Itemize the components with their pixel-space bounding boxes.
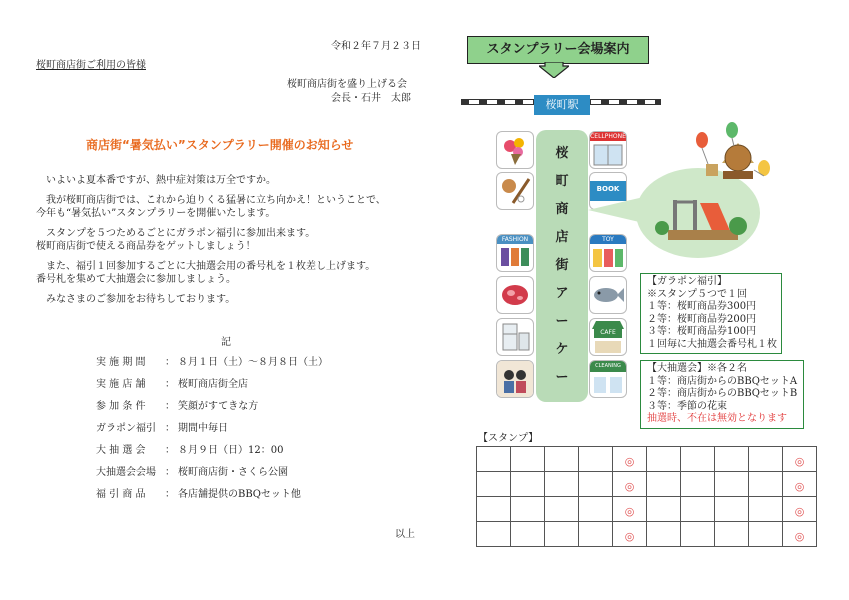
stamp-cell[interactable] [681, 497, 715, 522]
paragraph-5 [36, 293, 235, 306]
detail-row [96, 400, 328, 422]
stamp-cell[interactable] [511, 472, 545, 497]
stamp-card [476, 446, 817, 547]
station-sign: 桜町駅 [534, 95, 590, 115]
detail-row [96, 444, 328, 466]
map-banner: スタンプラリー会場案内 [467, 36, 649, 64]
paragraph-line: スタンプを５つためるごとにガラポン福引に参加出来ます。 [46, 228, 316, 239]
stamp-cell[interactable] [579, 447, 613, 472]
detail-label: 大 抽 選 会 [96, 445, 146, 456]
appliance-shop-icon[interactable] [496, 318, 534, 356]
garapon-line: ２等：桜町商品券200円 [647, 313, 757, 325]
stamp-cell[interactable] [477, 447, 511, 472]
detail-value: 期間中毎日 [178, 423, 228, 434]
garapon-heading: 【ガラポン福引】 [647, 276, 727, 287]
stamp-mark-icon: ◎ [794, 504, 805, 518]
stamp-cell[interactable] [545, 497, 579, 522]
stamp-cell[interactable] [749, 497, 783, 522]
detail-label: 実 施 店 舗 [96, 379, 146, 390]
garapon-content [641, 274, 781, 351]
detail-row [96, 356, 328, 378]
stamp-cell[interactable] [613, 472, 647, 497]
arcade-char: 街 [555, 258, 569, 273]
stamp-mark-icon: ◎ [624, 504, 635, 518]
stamp-cell[interactable] [681, 447, 715, 472]
stamp-cell[interactable] [477, 472, 511, 497]
detail-label: ガラポン福引 [96, 423, 156, 434]
stamp-cell[interactable] [715, 472, 749, 497]
paragraph-line: 我が桜町商店街では、これから迫りくる猛暑に立ち向かえ！ということで、 [46, 195, 386, 206]
paragraph-line: 今年も“暑気払い”スタンプラリーを開催いたします。 [36, 208, 276, 219]
butcher-shop-icon[interactable] [496, 276, 534, 314]
cafe-label: CAFE [600, 329, 616, 336]
sender-org: 桜町商店街を盛り上げる会 [287, 79, 407, 90]
stamp-mark-icon: ◎ [624, 479, 635, 493]
paragraph-line: 番号札を集めて大抽選会に参加しましょう。 [36, 274, 236, 285]
detail-row [96, 466, 328, 488]
paragraph-line: みなさまのご参加をお待ちしております。 [46, 294, 236, 305]
arcade-char: ケ [555, 342, 569, 357]
book-label: BOOK [596, 185, 620, 193]
stamp-cell[interactable] [613, 497, 647, 522]
paragraph-3 [36, 227, 315, 253]
stamp-row [477, 522, 817, 547]
stamp-cell[interactable] [613, 447, 647, 472]
lottery-content [641, 361, 803, 426]
paragraph-1 [36, 174, 276, 187]
stamp-cell[interactable] [783, 522, 817, 547]
stamp-mark-icon: ◎ [624, 454, 635, 468]
stamp-cell[interactable] [715, 522, 749, 547]
stamp-cell[interactable] [579, 472, 613, 497]
detail-row [96, 378, 328, 400]
garapon-line: ３等：桜町商品券100円 [647, 326, 757, 337]
detail-colon: ： [165, 467, 175, 478]
stamp-cell[interactable] [579, 497, 613, 522]
stamp-grid [476, 446, 817, 547]
garapon-line: １回毎に大抽選会番号札１枚 [647, 338, 777, 350]
photo-studio-icon[interactable] [496, 360, 534, 398]
stamp-cell[interactable] [715, 447, 749, 472]
stamp-heading: 【スタンプ】 [478, 433, 539, 444]
sender-name: 会長・石井 太郎 [331, 93, 411, 104]
arcade-char: ー [555, 314, 569, 329]
detail-label: 福 引 商 品 [96, 489, 146, 500]
arcade-char: ア [555, 286, 569, 301]
paragraph-2 [36, 194, 386, 220]
lottery-note: 抽選時、不在は無効となります [647, 413, 787, 424]
paragraph-4 [36, 260, 375, 286]
arcade-char: 桜 [555, 146, 569, 161]
detail-label: 大抽選会会場 [96, 467, 156, 478]
detail-colon: ： [165, 445, 175, 456]
stamp-cell[interactable] [511, 447, 545, 472]
arcade-char: 商 [555, 202, 569, 217]
cellphone-label: CELLPHONE [590, 133, 626, 140]
stamp-cell[interactable] [783, 497, 817, 522]
garapon-lottery-icon [706, 143, 754, 179]
stamp-cell[interactable] [613, 522, 647, 547]
flower-shop-icon[interactable] [496, 131, 534, 169]
stamp-mark-icon: ◎ [794, 454, 805, 468]
ijo-closing: 以上 [395, 529, 415, 540]
fashion-label: FASHION [497, 235, 533, 244]
arcade-char: 町 [555, 174, 569, 189]
detail-colon: ： [165, 357, 175, 368]
page-title: 商店街“暑気払い”スタンプラリー開催のお知らせ [86, 138, 354, 152]
garapon-line: １等：桜町商品券300円 [647, 301, 757, 312]
details-table [96, 356, 328, 510]
recipient: 桜町商店街ご利用の皆様 [36, 60, 146, 71]
lottery-line: ２等：商店街からのBBQセットB [647, 388, 798, 399]
banner-arrow-icon [539, 62, 569, 78]
detail-colon: ： [165, 423, 175, 434]
stamp-cell[interactable] [545, 472, 579, 497]
stamp-cell[interactable] [545, 447, 579, 472]
date: 令和２年７月２３日 [331, 41, 421, 52]
detail-label: 実 施 期 間 [96, 357, 146, 368]
stamp-cell[interactable] [579, 522, 613, 547]
toy-label: TOY [590, 235, 626, 244]
lottery-line: １等：商店街からのBBQセットA [647, 375, 798, 387]
lottery-heading: 【大抽選会】※各２名 [647, 363, 747, 374]
detail-value: 各店舗提供のBBQセット他 [178, 489, 301, 500]
stamp-cell[interactable] [749, 447, 783, 472]
stamp-cell[interactable] [681, 522, 715, 547]
arcade-char: ー [555, 370, 569, 385]
stamp-cell[interactable] [749, 522, 783, 547]
cafe-icon[interactable] [589, 318, 627, 356]
ki-heading: 記 [221, 337, 231, 348]
detail-colon: ： [165, 401, 175, 412]
sakura-park-map [588, 118, 778, 268]
stamp-cell[interactable] [511, 497, 545, 522]
stamp-mark-icon: ◎ [794, 479, 805, 493]
stamp-cell[interactable] [681, 472, 715, 497]
stamp-mark-icon: ◎ [624, 529, 635, 543]
stamp-cell[interactable] [647, 497, 681, 522]
lottery-info-box [640, 360, 804, 429]
stamp-row [477, 472, 817, 497]
garapon-line: ※スタンプ５つで１回 [647, 288, 747, 300]
stamp-mark-icon: ◎ [794, 529, 805, 543]
arcade-char: 店 [555, 230, 569, 245]
cleaning-label: CLEANING [595, 363, 621, 369]
detail-colon: ： [165, 489, 175, 500]
detail-row [96, 422, 328, 444]
stamp-cell[interactable] [545, 522, 579, 547]
stamp-cell[interactable] [783, 447, 817, 472]
detail-value: ８月１日（土）～８月８日（土） [178, 357, 328, 368]
stamp-cell[interactable] [477, 497, 511, 522]
sports-shop-icon[interactable] [496, 172, 534, 210]
stamp-cell[interactable] [477, 522, 511, 547]
lottery-line: ３等：季節の花束 [647, 400, 727, 412]
garapon-info-box [640, 273, 782, 354]
detail-value: 桜町商店街全店 [178, 379, 248, 390]
fashion-shop-icon[interactable] [496, 234, 534, 272]
cleaning-shop-icon[interactable] [589, 360, 627, 398]
fish-shop-icon[interactable] [589, 276, 627, 314]
stamp-cell[interactable] [647, 522, 681, 547]
stamp-cell[interactable] [715, 497, 749, 522]
arcade-label [536, 130, 588, 392]
paragraph-line: 桜町商店街で使える商品券をゲットしましょう！ [36, 241, 256, 252]
stamp-cell[interactable] [783, 472, 817, 497]
detail-value: ８月９日（日）12：00 [178, 445, 284, 456]
stamp-cell[interactable] [647, 472, 681, 497]
detail-label: 参 加 条 件 [96, 401, 146, 412]
detail-value: 笑顔がすてきな方 [178, 401, 259, 412]
paragraph-line: また、福引１回参加するごとに大抽選会用の番号札を１枚差し上げます。 [46, 261, 376, 272]
stamp-row [477, 497, 817, 522]
detail-value: 桜町商店街・さくら公園 [178, 467, 288, 478]
detail-row [96, 488, 328, 510]
arcade-strip [536, 130, 588, 402]
stamp-cell[interactable] [749, 472, 783, 497]
stamp-row [477, 447, 817, 472]
paragraph-line: いよいよ夏本番ですが、熱中症対策は万全ですか。 [46, 175, 276, 186]
stamp-cell[interactable] [647, 447, 681, 472]
stamp-cell[interactable] [511, 522, 545, 547]
detail-colon: ： [165, 379, 175, 390]
